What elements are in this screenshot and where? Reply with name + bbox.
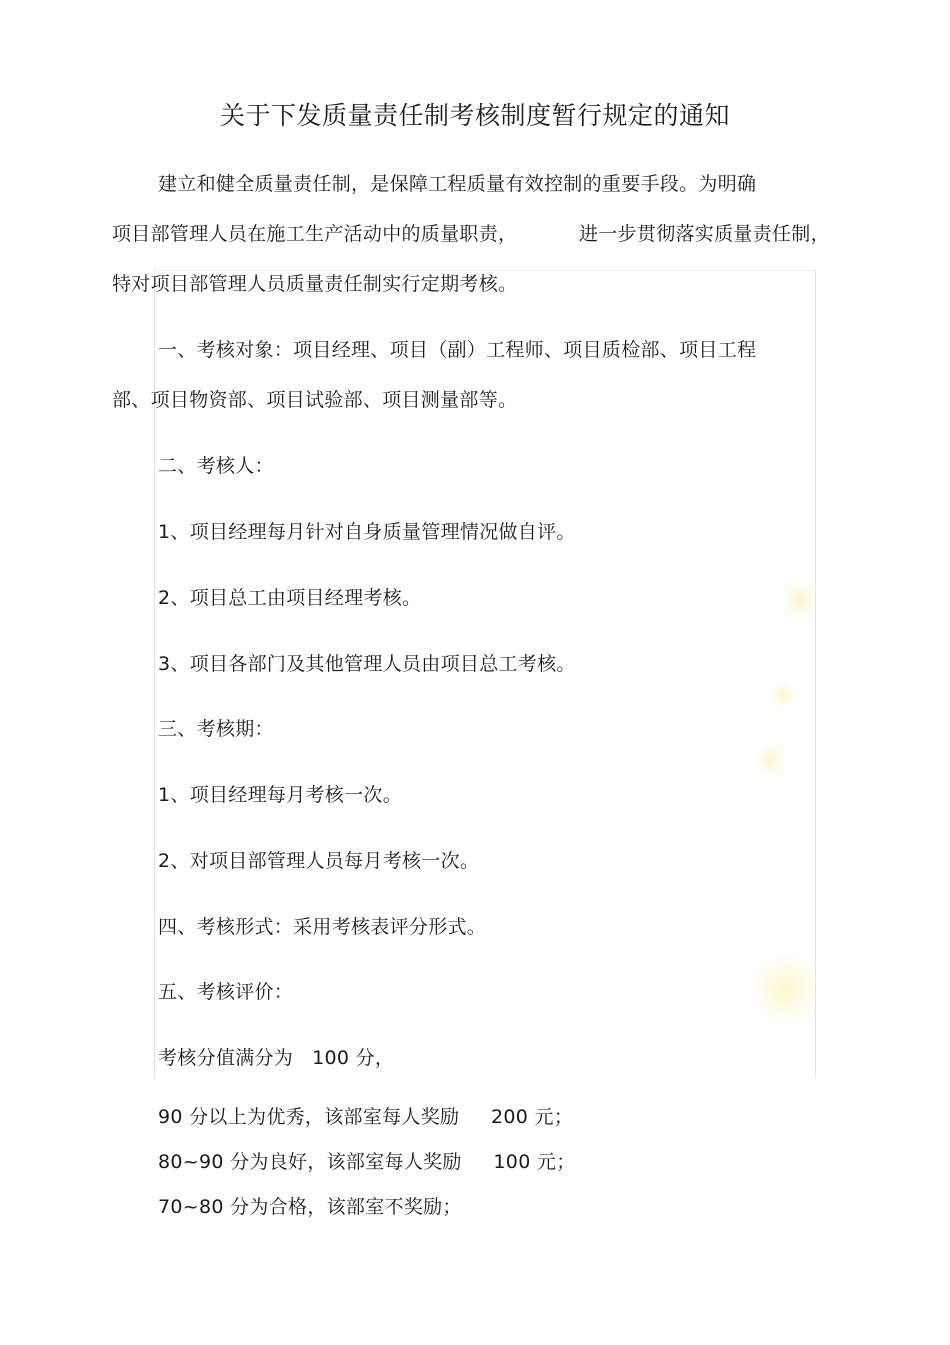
intro-line-1: 建立和健全质量责任制，是保障工程质量有效控制的重要手段。为明确: [158, 173, 757, 195]
section5-heading: 五、考核评价：: [158, 981, 294, 1003]
document-title: 关于下发质量责任制考核制度暂行规定的通知: [219, 101, 730, 130]
grade-excellent: 90 分以上为优秀，该部室每人奖励 200 元；: [158, 1106, 574, 1128]
full-score-line: 考核分值满分为 100 分，: [158, 1047, 395, 1069]
grade-pass: 70~80 分为合格，该部室不奖励；: [158, 1196, 462, 1218]
section3-item-1: 1、项目经理每月考核一次。: [158, 784, 402, 806]
section3-heading: 三、考核期：: [158, 718, 274, 740]
scan-smudge: [770, 680, 795, 710]
section1-line-2: 部、项目物资部、项目试验部、项目测量部等。: [112, 389, 518, 411]
section2-item-2: 2、项目总工由项目经理考核。: [158, 587, 422, 609]
scan-smudge: [780, 580, 820, 620]
scan-smudge: [755, 945, 815, 1035]
section4-heading: 四、考核形式：采用考核表评分形式。: [158, 916, 487, 938]
grade-good: 80~90 分为良好，该部室每人奖励 100 元；: [158, 1151, 576, 1173]
scan-frame-right: [815, 270, 816, 1078]
section3-item-2: 2、对项目部管理人员每月考核一次。: [158, 850, 480, 872]
scan-smudge: [755, 740, 785, 780]
section2-item-3: 3、项目各部门及其他管理人员由项目总工考核。: [158, 653, 576, 675]
intro-line-3: 特对项目部管理人员质量责任制实行定期考核。: [112, 273, 518, 295]
intro-line-2a: 项目部管理人员在施工生产活动中的质量职责，: [112, 223, 518, 245]
section2-item-1: 1、项目经理每月针对自身质量管理情况做自评。: [158, 521, 576, 543]
section2-heading: 二、考核人：: [158, 455, 274, 477]
intro-line-2b: 进一步贯彻落实质量责任制，: [579, 223, 830, 245]
section1-line-1: 一、考核对象：项目经理、项目（副）工程师、项目质检部、项目工程: [158, 339, 757, 361]
